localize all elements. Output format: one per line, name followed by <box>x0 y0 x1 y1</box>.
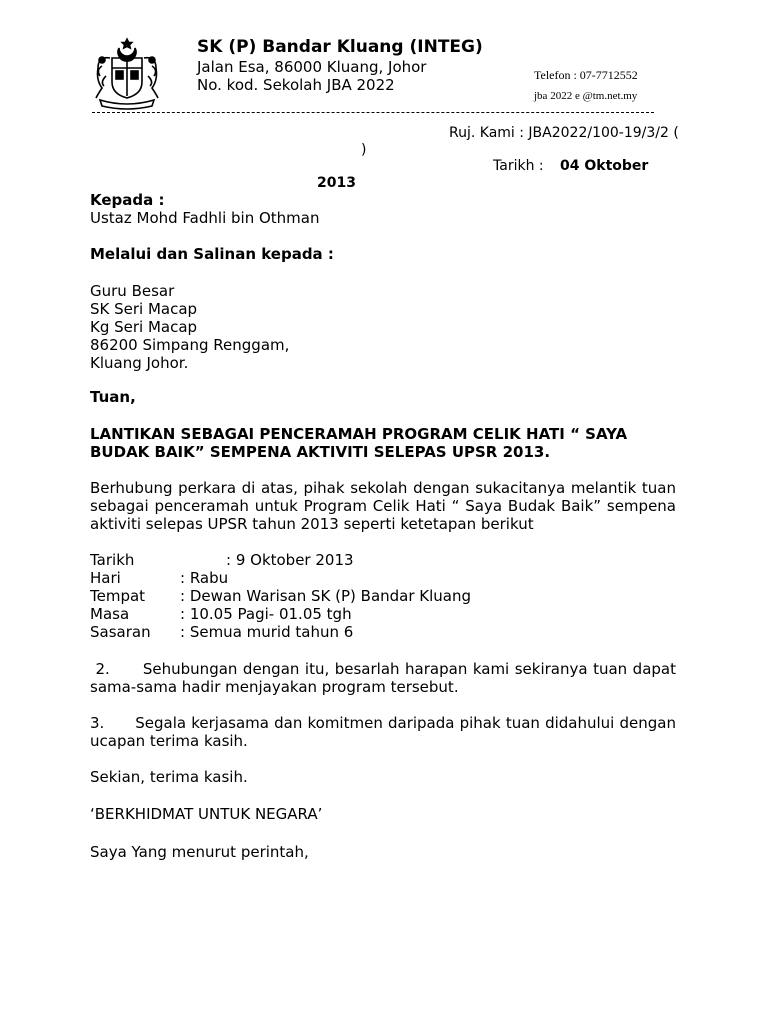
detail-value: : Semua murid tahun 6 <box>180 623 354 641</box>
via-line: SK Seri Macap <box>90 300 198 318</box>
header-divider <box>92 112 654 113</box>
coat-of-arms-icon <box>92 36 162 110</box>
reference-close: ) <box>361 142 367 158</box>
phone-number: Telefon : 07-7712552 <box>534 68 638 82</box>
detail-key: Tempat <box>90 587 146 605</box>
reference-number: Ruj. Kami : JBA2022/100-19/3/2 ( <box>449 125 679 141</box>
closing-text: Sekian, terima kasih. <box>90 768 248 786</box>
date-value: 04 Oktober <box>560 158 649 174</box>
school-name: SK (P) Bandar Kluang (INTEG) <box>197 37 483 57</box>
via-line: Kluang Johor. <box>90 354 189 372</box>
date-year: 2013 <box>317 175 356 191</box>
detail-key: Hari <box>90 569 121 587</box>
subject-heading: LANTIKAN SEBAGAI PENCERAMAH PROGRAM CELIK HATI “ SAYA BUDAK BAIK” SEMPENA AKTIVITI SELEPAS UPSR 2013. <box>90 425 628 461</box>
paragraph-3: 3. Segala kerjasama dan komitmen daripada pihak tuan didahului dengan ucapan terima kasih. <box>90 714 681 750</box>
via-line: 86200 Simpang Renggam, <box>90 336 290 354</box>
via-label: Melalui dan Salinan kepada : <box>90 245 334 263</box>
detail-value: : Dewan Warisan SK (P) Bandar Kluang <box>180 587 472 605</box>
signoff: Saya Yang menurut perintah, <box>90 843 309 861</box>
date-label: Tarikh : <box>493 158 544 174</box>
via-line: Guru Besar <box>90 282 175 300</box>
school-code: No. kod. Sekolah JBA 2022 <box>197 76 395 94</box>
motto: ‘BERKHIDMAT UNTUK NEGARA’ <box>90 805 323 823</box>
detail-value: : 9 Oktober 2013 <box>226 551 354 569</box>
detail-value: : Rabu <box>180 569 229 587</box>
detail-key: Masa <box>90 605 130 623</box>
recipient-name: Ustaz Mohd Fadhli bin Othman <box>90 209 320 227</box>
salutation: Tuan, <box>90 388 136 406</box>
via-line: Kg Seri Macap <box>90 318 198 336</box>
school-address: Jalan Esa, 86000 Kluang, Johor <box>197 58 427 76</box>
detail-value: : 10.05 Pagi- 01.05 tgh <box>180 605 352 623</box>
detail-key: Tarikh <box>90 551 135 569</box>
intro-paragraph: Berhubung perkara di atas, pihak sekolah dengan sukacitanya melantik tuan sebagai penceramah untuk Program Celik Hati “ Saya Budak Baik” sempena aktiviti selepas UPSR tahun 2013 seperti ketetapan berikut <box>90 479 676 533</box>
to-label: Kepada : <box>90 191 165 209</box>
detail-key: Sasaran <box>90 623 151 641</box>
email-address: jba 2022 e @tm.net.my <box>534 90 638 102</box>
paragraph-2: 2. Sehubungan dengan itu, besarlah harapan kami sekiranya tuan dapat sama-sama hadir menjayakan program tersebut. <box>90 660 681 696</box>
